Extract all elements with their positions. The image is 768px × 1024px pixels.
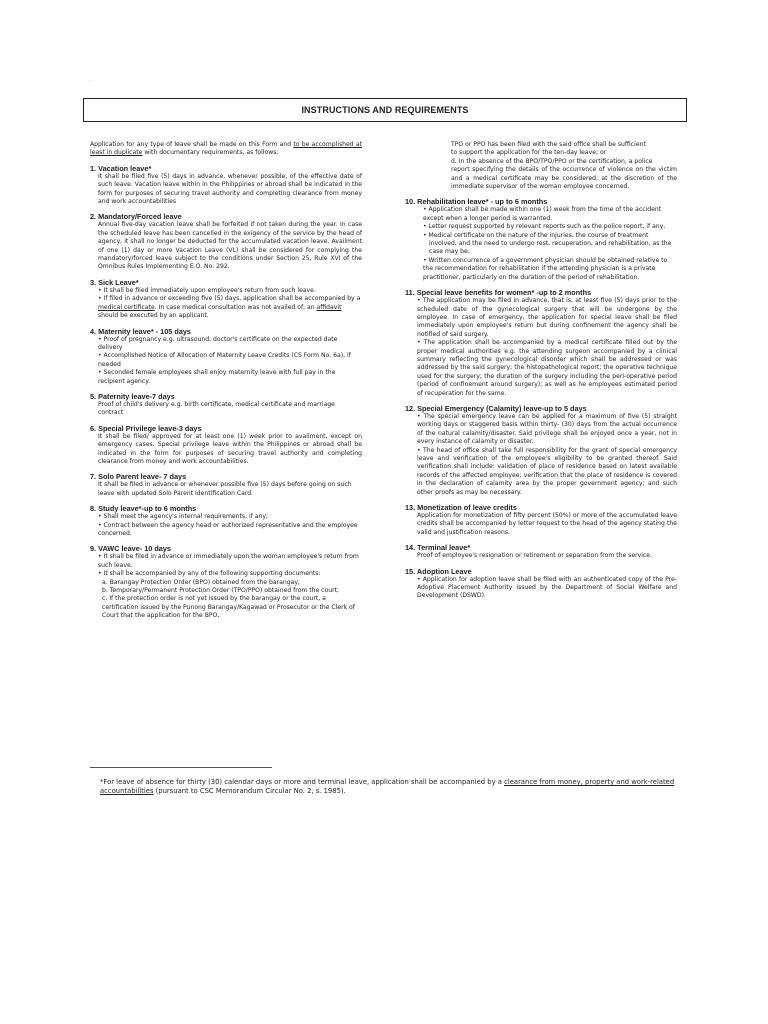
emergency-leave-bullet: • The special emergency leave can be applied for a maximum of five (5) straight working days or staggered basis within thirty- (30) days from the actual occurrence of the natural calamity/disaster. Said privilege shall be enjoyed once a year, not in every instance of calamity or disaster. [417, 412, 677, 446]
vawc-leave-bullet: • It shall be accompanied by any of the following supporting documents: [98, 570, 321, 578]
mandatory-leave-text: Annual five-day vacation leave shall be forfeited if not taken during the year. In case the scheduled leave has been cancelled in the exigency of the service by the head of agency, it shall no longer be deducted for the accumulated vacation leave. Availment of one (1) day or more Vacation Leave (VL) shall be considered for complying the mandatory/forced leave subject to the conditions under Section 25, Rule XVI of the Omnibus Rules Implementing E.O. No. 292. [98, 221, 362, 271]
vawc-continued-text: to support the application for the ten-day leave; or [451, 149, 607, 157]
stray-mark: . [89, 77, 91, 82]
special-privilege-leave-text: It shall be filed/ approved for at least one (1) week prior to availment, except on emergency cases. Special privilege leave within the Philippines or abroad shall be indicated in the form for purposes of securing travel authority and completing clearance from money and work accountabilities. [98, 432, 362, 465]
maternity-leave-heading: 4. Maternity leave* - 105 days [90, 326, 191, 336]
solo-parent-leave-heading: 7. Solo Parent leave- 7 days [90, 472, 187, 482]
paternity-leave-text: Proof of child's delivery e.g. birth certificate, medical certificate and marriage contract [98, 400, 335, 417]
monetization-text: Application for monetization of fifty percent (50%) or more of the accumulated leave credits shall be accompanied by letter request to the head of the agency stating the valid and justification reasons. [417, 512, 677, 536]
women-special-leave-heading: 11. Special leave benefits for women* -up to 2 months [405, 288, 592, 298]
monetization-heading: 13. Monetization of leave credits [405, 503, 517, 513]
vawc-document-item: a. Barangay Protection Order (BPO) obtained from the barangay; [102, 578, 300, 586]
sick-leave-bullet: • It shall be filed immediately upon employee's return from such leave. [98, 286, 316, 294]
footnote: *For leave of absence for thirty (30) calendar days or more and terminal leave, application shall be accompanied by a clearance from money, property and work-related accountabilities (pursuant to CSC Memorandum Circular No. 2, s. 1985). [100, 778, 675, 796]
page-title: INSTRUCTIONS AND REQUIREMENTS [83, 98, 687, 122]
paternity-leave-heading: 5. Paternity leave-7 days [90, 391, 175, 401]
vawc-leave-bullet: • It shall be filed in advance or immediately upon the woman employee's return from such leave. [98, 553, 359, 569]
maternity-leave-bullet: • Seconded female employees shall enjoy maternity leave with full pay in the recipient agency. [98, 369, 336, 385]
rehabilitation-leave-bullet: • Written concurrence of a government physician should be obtained relative to the recommendation for rehabilitation if the attending physician is a private practitioner, particularly on the duration of the period of rehabilitation. [423, 256, 668, 281]
solo-parent-leave-text: It shall be filed in advance or whenever possible five (5) days before going on such leave with updated Solo Parent Identification Card. [98, 481, 352, 497]
adoption-leave-heading: 15. Adoption Leave [405, 566, 472, 576]
vawc-document-item: b. Temporary/Permanent Protection Order (TPO/PPO) obtained from the court; [102, 587, 340, 595]
rehabilitation-leave-bullet: • Letter request supported by relevant reports such as the police report, if any, [423, 223, 666, 231]
adoption-leave-text: • Application for adoption leave shall be filed with an authenticated copy of the Pre-Adoptive Placement Authority issued by the Department of Social Welfare and Development (DSWD). [417, 575, 677, 600]
intro-paragraph: Application for any type of leave shall be made on this Form and to be accomplished at least in duplicate with documentary requirements, as follows: [90, 141, 362, 157]
terminal-leave-text: Proof of employee's resignation or retirement or separation from the service. [417, 552, 652, 560]
study-leave-heading: 8. Study leave*-up to 6 months [90, 504, 197, 514]
mandatory-leave-heading: 2. Mandatory/Forced leave [90, 212, 182, 222]
rehabilitation-leave-bullet: • Application shall be made within one (1) week from the time of the accident except when a longer period is warranted. [423, 206, 662, 222]
rehabilitation-leave-text: involved, and the need to undergo rest, recuperation, and rehabilitation, as the case may be. [429, 240, 672, 256]
study-leave-bullet: • Contract between the agency head or authorized representative and the employee concerned. [98, 521, 358, 537]
vacation-leave-heading: 1. Vacation leave* [90, 163, 152, 173]
vawc-continued-text: report specifying the details of the occurrence of violence on the victim and a medical certificate may be considered, at the discretion of the immediate supervisor of the woman employee concerned. [451, 166, 677, 191]
maternity-leave-bullet: • Accomplished Notice of Allocation of Maternity Leave Credits (CS Form No. 6a), if needed [98, 352, 351, 368]
terminal-leave-heading: 14. Terminal leave* [405, 543, 471, 553]
study-leave-bullet: • Shall meet the agency's internal requirements, if any; [98, 513, 268, 521]
emergency-leave-heading: 12. Special Emergency (Calamity) leave-up to 5 days [405, 403, 587, 413]
right-column [405, 141, 677, 601]
special-privilege-leave-heading: 6. Special Privilege leave-3 days [90, 423, 202, 433]
left-column [90, 141, 362, 621]
sick-leave-heading: 3. Sick Leave* [90, 277, 139, 287]
emergency-leave-bullet: • The head of office shall take full responsibility for the grant of special emergency leave and verification of the employee's eligibility to be granted thereof. Said verification shall include: validation of place of residence based on latest available records of the affected employee; verification that the place of residence is covered in the declaration of calamity area by the proper government agency; and such other proofs as may be necessary. [417, 446, 677, 496]
footnote-divider [90, 767, 272, 768]
sick-leave-bullet: • If filed in advance or exceeding five (5) days, application shall be accompanied by a medical certificate. In case medical consultation was not availed of, an affidavit should be executed by an applicant. [98, 295, 361, 320]
vawc-document-item: c. If the protection order is not yet issued by the barangay or the court, a certification issued by the Punong Barangay/Kagawad or Prosecutor or the Clerk of Court that the application for the BPO, [102, 595, 355, 620]
maternity-leave-bullet: • Proof of pregnancy e.g. ultrasound, doctor's certificate on the expected date delivery [98, 335, 338, 351]
women-special-leave-bullet: • The application shall be accompanied by a medical certificate filled out by the proper medical authorities e.g. the attending surgeon accompanied by a clinical summary reflecting the gynecological disorder which shall be addressed or was addressed by the said surgery; the histopathological report; the operative technique used for the surgery; the duration of the surgery including the peri-operative period (period of confinement around surgery); as well as he employees estimated period of recuperation for the same. [417, 339, 677, 397]
vawc-continued-text: TPO or PPO has been filed with the said office shall be sufficient [451, 141, 646, 148]
vawc-document-item: d. In the absence of the BPO/TPO/PPO or the certification, a police [451, 157, 653, 165]
rehabilitation-leave-bullet: • Medical certificate on the nature of the injuries, the course of treatment [423, 231, 649, 239]
rehabilitation-leave-heading: 10. Rehabilitation leave* - up to 6 months [405, 197, 548, 207]
women-special-leave-bullet: • The application may be filed in advance, that is, at least five (5) days prior to the scheduled date of the gynecological surgery that will be undergone by the employee. In case of emergency, the application for special leave shall be filed immediately upon employee's return but during confinement the agency shall be notified of said surgery. [417, 297, 677, 338]
vacation-leave-text: It shall be filed five (5) days in advance, whenever possible, of the effective date of such leave. Vacation leave within in the Philippines or abroad shall be indicated in the form for purposes of securing travel authority and completing clearance from money and work accountabilities [98, 172, 362, 206]
vawc-leave-heading: 9. VAWC leave- 10 days [90, 544, 171, 554]
